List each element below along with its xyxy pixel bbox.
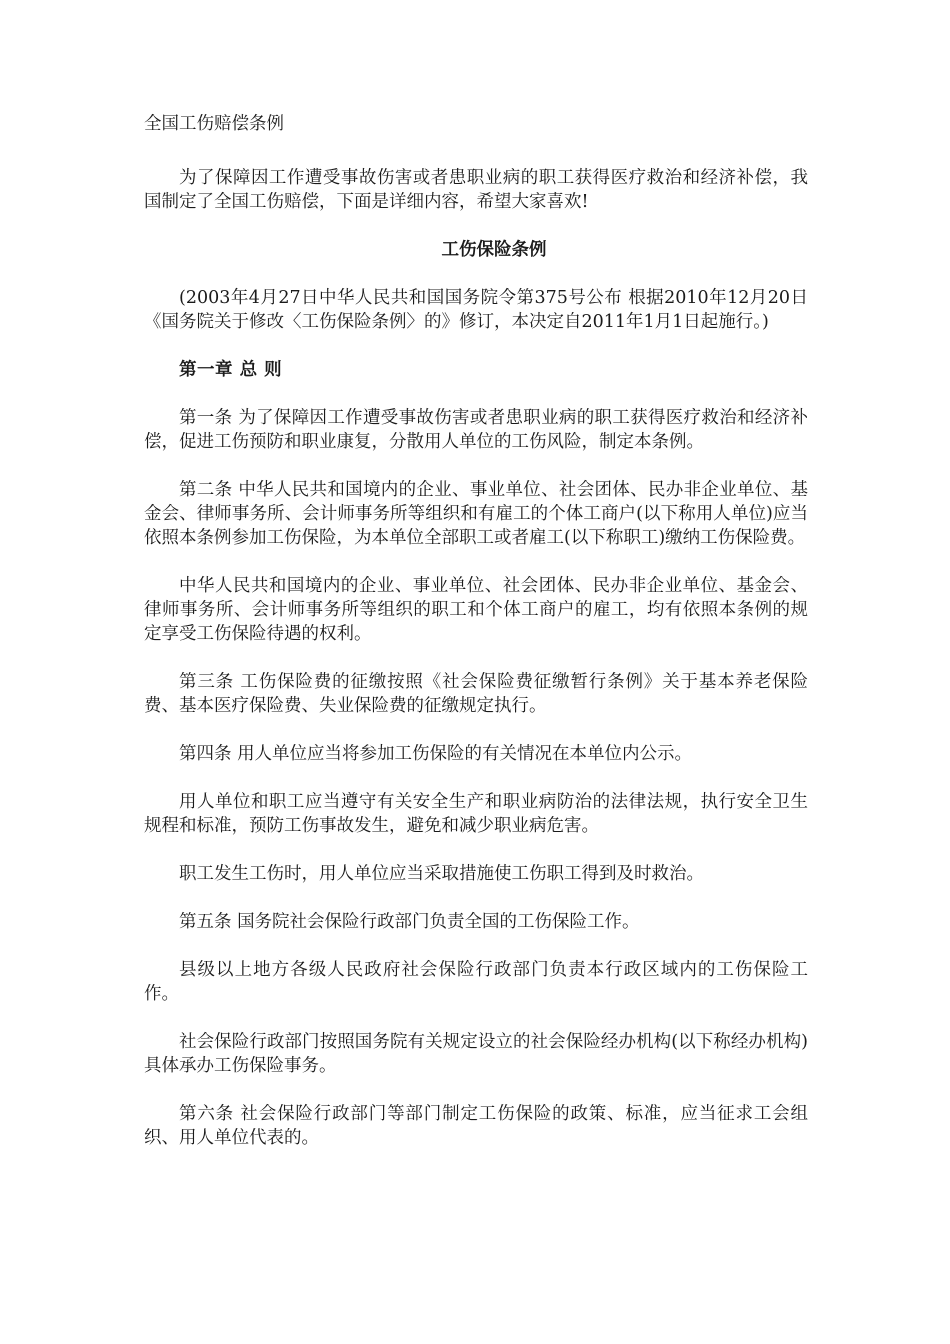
spacer (144, 550, 808, 574)
spacer (144, 718, 808, 742)
spacer (144, 838, 808, 862)
spacer (144, 766, 808, 790)
promulgation-note: (2003年4月27日中华人民共和国国务院令第375号公布 根据2010年12月20日《国务院关于修改〈工伤保险条例〉的》修订，本决定自2011年1月1日起施行。) (144, 288, 808, 332)
spacer (144, 886, 808, 910)
article-paragraph: 用人单位和职工应当遵守有关安全生产和职业病防治的法律法规，执行安全卫生规程和标准，预防工伤事故发生，避免和减少职业病危害。 (144, 792, 808, 836)
spacer (144, 646, 808, 670)
spacer (144, 382, 808, 406)
document-page (144, 112, 808, 1150)
article-paragraph: 社会保险行政部门按照国务院有关规定设立的社会保险经办机构(以下称经办机构)具体承办工伤保险事务。 (144, 1032, 808, 1076)
spacer (144, 214, 808, 238)
spacer (144, 136, 808, 166)
document-title: 全国工伤赔偿条例 (144, 114, 284, 134)
intro-paragraph: 为了保障因工作遭受事故伤害或者患职业病的职工获得医疗救治和经济补偿，我国制定了全国工伤赔偿，下面是详细内容，希望大家喜欢! (144, 168, 808, 212)
article-paragraph: 第三条 工伤保险费的征缴按照《社会保险费征缴暂行条例》关于基本养老保险费、基本医疗保险费、失业保险费的征缴规定执行。 (144, 672, 808, 716)
article-paragraph: 职工发生工伤时，用人单位应当采取措施使工伤职工得到及时救治。 (179, 864, 704, 884)
article-paragraph: 中华人民共和国境内的企业、事业单位、社会团体、民办非企业单位、基金会、律师事务所、会计师事务所等组织的职工和个体工商户的雇工，均有依照本条例的规定享受工伤保险待遇的权利。 (144, 576, 808, 644)
article-paragraph: 县级以上地方各级人民政府社会保险行政部门负责本行政区域内的工伤保险工作。 (144, 960, 808, 1004)
regulation-title: 工伤保险条例 (441, 240, 547, 260)
article-paragraph: 第一条 为了保障因工作遭受事故伤害或者患职业病的职工获得医疗救治和经济补偿，促进工伤预防和职业康复，分散用人单位的工伤风险，制定本条例。 (144, 408, 808, 452)
article-paragraph: 第二条 中华人民共和国境内的企业、事业单位、社会团体、民办非企业单位、基金会、律师事务所、会计师事务所等组织和有雇工的个体工商户(以下称用人单位)应当依照本条例参加工伤保险，为本单位全部职工或者雇工(以下称职工)缴纳工伤保险费。 (144, 480, 808, 548)
spacer (144, 1006, 808, 1030)
spacer (144, 934, 808, 958)
spacer (144, 262, 808, 286)
article-paragraph: 第六条 社会保险行政部门等部门制定工伤保险的政策、标准，应当征求工会组织、用人单位代表的。 (144, 1104, 808, 1148)
chapter-heading: 第一章 总 则 (179, 360, 283, 380)
spacer (144, 1078, 808, 1102)
article-paragraph: 第五条 国务院社会保险行政部门负责全国的工伤保险工作。 (179, 912, 640, 932)
spacer (144, 454, 808, 478)
article-paragraph: 第四条 用人单位应当将参加工伤保险的有关情况在本单位内公示。 (179, 744, 693, 764)
spacer (144, 334, 808, 358)
